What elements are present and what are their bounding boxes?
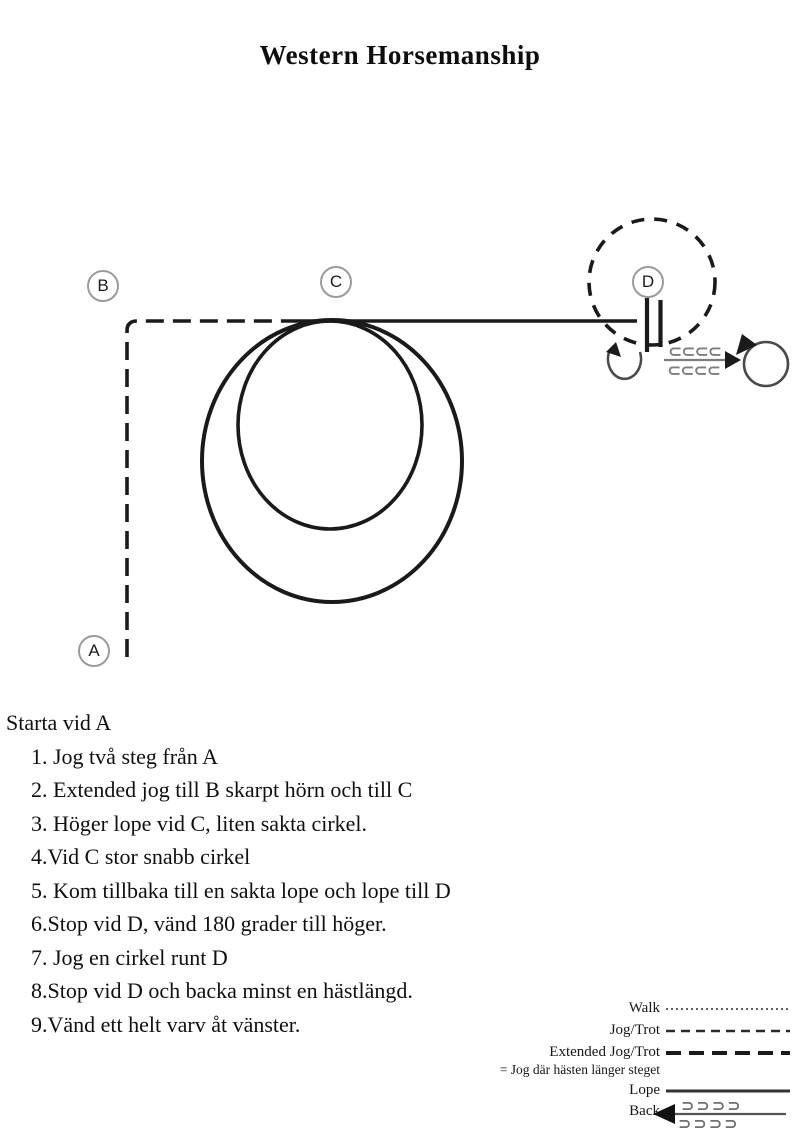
marker-b: B — [87, 270, 119, 302]
instruction-item: 4.Vid C stor snabb cirkel — [31, 844, 251, 869]
legend-label-jog-trot: Jog/Trot — [609, 1022, 660, 1038]
page-title: Western Horsemanship — [259, 40, 541, 70]
jog-line-a-to-b-to-c — [127, 321, 290, 657]
instruction-item: 8.Stop vid D och backa minst en hästlängd. — [31, 978, 413, 1003]
hoofprints-row-icon: ⊂⊂⊂⊂ — [668, 342, 721, 362]
instruction-item: 2. Extended jog till B skarpt hörn och till C — [31, 777, 413, 802]
small-slow-circle — [238, 321, 422, 529]
legend-note: = Jog där hästen länger steget — [499, 1062, 660, 1077]
legend-label-walk: Walk — [628, 1000, 660, 1016]
instruction-item: 1. Jog två steg från A — [31, 743, 218, 769]
back-symbol-at-d — [664, 342, 741, 381]
turn-180-symbol — [606, 342, 641, 379]
legend-back-symbol — [653, 1096, 786, 1133]
instruction-item: 6.Stop vid D, vänd 180 grader till höger. — [31, 911, 387, 936]
spin-360-symbol — [736, 334, 788, 386]
instruction-item: 3. Höger lope vid C, liten sakta cirkel. — [31, 810, 368, 836]
marker-d: D — [632, 266, 664, 298]
instruction-item: 7. Jog en cirkel runt D — [31, 944, 228, 970]
legend-label-lope: Lope — [629, 1082, 660, 1098]
legend-label-back: Back — [629, 1103, 660, 1119]
hoofprints-row-icon: ⊃⊃⊃⊃ — [681, 1096, 743, 1115]
instructions — [6, 706, 451, 1041]
instruction-start: Starta vid A — [6, 710, 112, 735]
hoofprints-row-icon: ⊃⊃⊃⊃ — [678, 1114, 740, 1133]
spin-circle — [744, 342, 788, 386]
instruction-item: 5. Kom tillbaka till en sakta lope och lope till D — [31, 877, 451, 903]
marker-c: C — [320, 266, 352, 298]
hoofprints-row-icon: ⊂⊂⊂⊂ — [667, 361, 720, 381]
marker-a: A — [78, 635, 110, 667]
turn-180-arc — [608, 352, 641, 379]
large-fast-circle — [202, 320, 462, 602]
legend-label-extended-jog-trot: Extended Jog/Trot — [549, 1044, 660, 1060]
instruction-item: 9.Vänd ett helt varv åt vänster. — [31, 1011, 301, 1037]
